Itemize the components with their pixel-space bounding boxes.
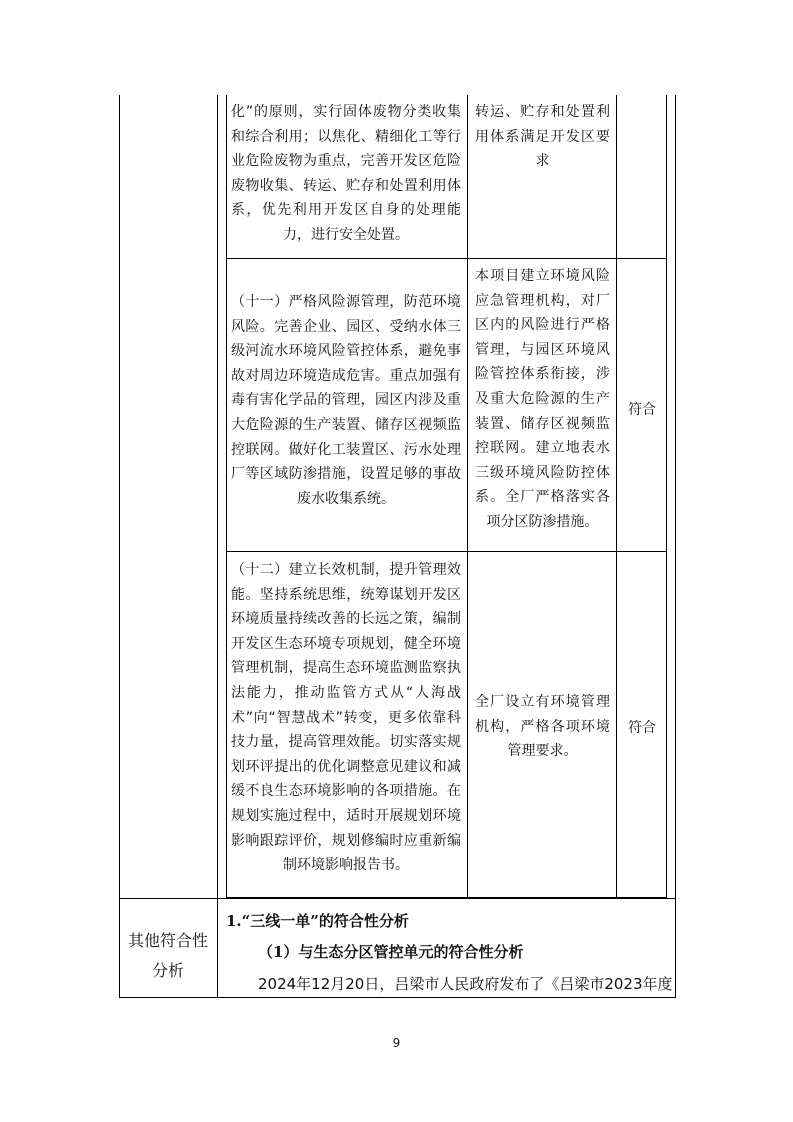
table-row-2-result: 符合 <box>628 402 656 418</box>
table-row-3-result: 符合 <box>628 720 656 736</box>
section-heading-three-lines-one-list: 1.“三线一单”的符合性分析 <box>226 912 409 930</box>
other-compliance-label: 其他符合性分析 <box>127 931 208 980</box>
page-number: 9 <box>392 1036 401 1050</box>
table-row-2-requirement: （十一）严格风险源管理，防范环境风险。完善企业、园区、受纳水体三级河流水环境风险管控体系，避免事故对周边环境造成危害。重点加强有毒有害化学品的管理，园区内涉及重大危险源的生产装置、储存区视频监控联网。做好化工装置区、污水处理厂等区域防渗措施，设置足够的事故废水收集系统。 <box>231 294 461 507</box>
table-row-3-project-status: 全厂设立有环境管理机构，严格各项环境管理要求。 <box>475 694 610 760</box>
subsection-heading-ecological-zoning: （1）与生态分区管控单元的符合性分析 <box>258 943 524 961</box>
table-row-1-project-status: 转运、贮存和处置利用体系满足开发区要求 <box>475 104 610 170</box>
table-row-2-project-status: 本项目建立环境风险应急管理机构，对厂区内的风险进行严格管理，与园区环境风险管控体系衔接，涉及重大危险源的生产装置、储存区视频监控联网。建立地表水三级环境风险防控体系。全厂严格落实各项分区防渗措施。 <box>475 268 610 530</box>
table-row-3-requirement: （十二）建立长效机制，提升管理效能。坚持系统思维，统筹谋划开发区环境质量持续改善的长远之策，编制开发区生态环境专项规划，健全环境管理机制，提高生态环境监测监察执法能力，推动监管方式从“人海战术”向“智慧战术”转变，更多依靠科技力量，提高管理效能。切实落实规划环评提出的优化调整意见建议和减缓不良生态环境影响的各项措施。在规划实施过程中，适时开展规划环境影响跟踪评价，规划修编时应重新编制环境影响报告书。 <box>231 562 461 874</box>
table-row-1-requirement: 化”的原则，实行固体废物分类收集和综合利用；以焦化、精细化工等行业危险废物为重点，完善开发区危险废物收集、转运、贮存和处置利用体系，优先利用开发区自身的处理能力，进行安全处置。 <box>231 104 461 243</box>
body-paragraph: 2024年12月20日，吕梁市人民政府发布了《吕梁市2023年度 <box>258 975 673 993</box>
